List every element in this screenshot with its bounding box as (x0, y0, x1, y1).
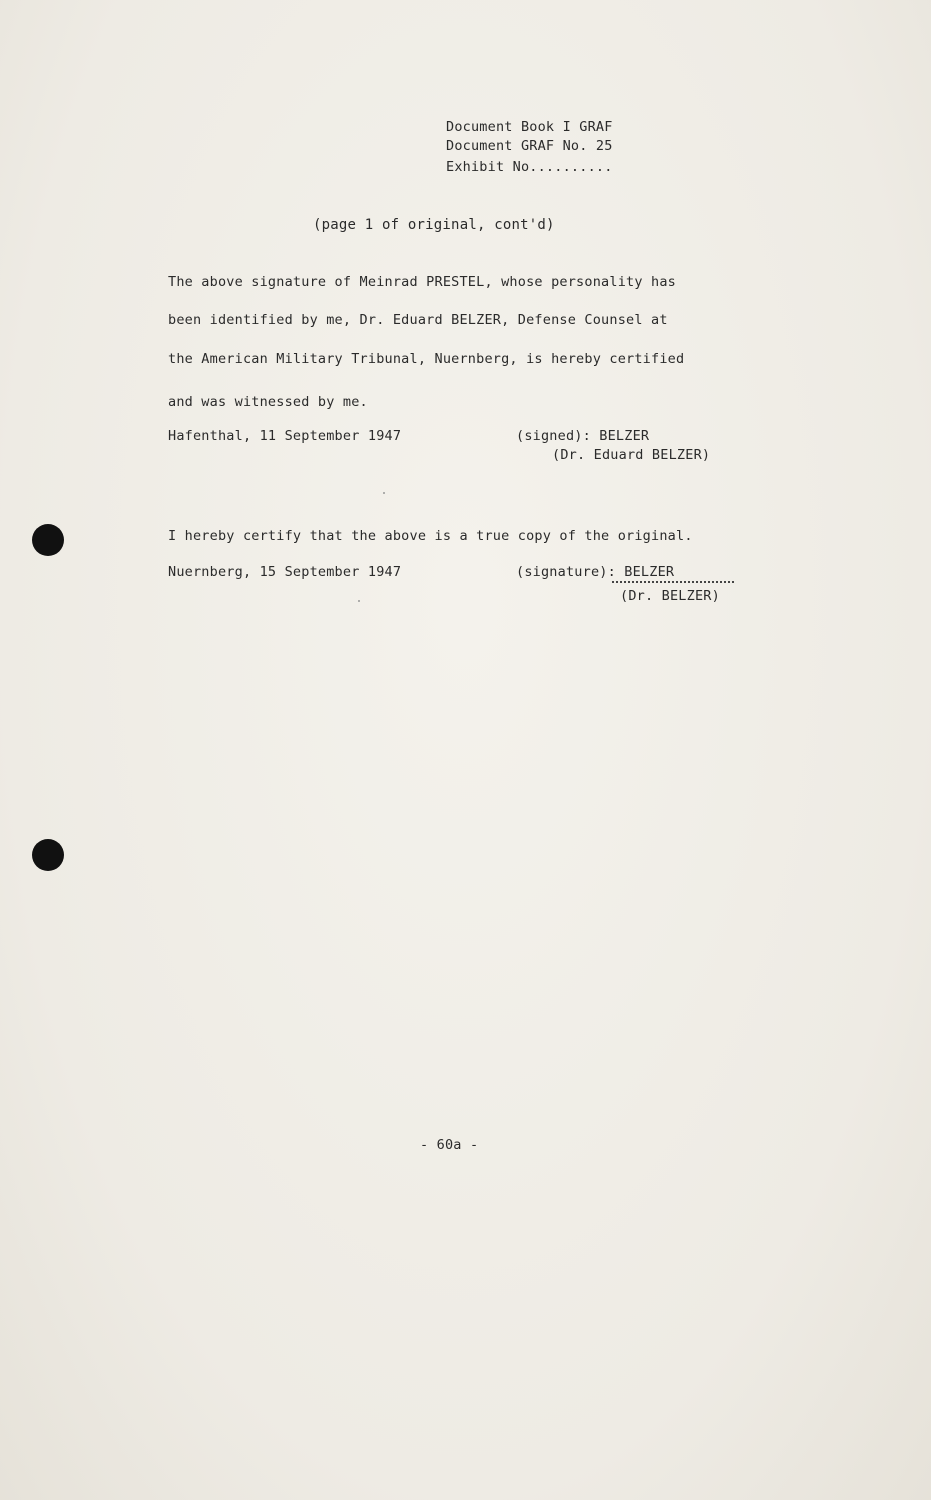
body-line-4: and was witnessed by me. (168, 394, 368, 410)
cert2-place-date: Nuernberg, 15 September 1947 (168, 564, 402, 580)
page-subtitle: (page 1 of original, cont'd) (313, 217, 555, 233)
cert2-signature-label: (signature): BELZER (516, 564, 675, 580)
header-exhibit-number: Exhibit No.......... (446, 159, 613, 175)
punch-hole-top (32, 524, 64, 556)
body-line-3: the American Military Tribunal, Nuernberg, is hereby certified (168, 351, 685, 367)
cert2-signer-name: (Dr. BELZER) (620, 588, 720, 604)
cert1-signer-name: (Dr. Eduard BELZER) (552, 447, 711, 463)
body-line-1: The above signature of Meinrad PRESTEL, whose personality has (168, 274, 676, 290)
signature-dotted-line (612, 581, 734, 583)
speck (383, 492, 385, 494)
body-line-2: been identified by me, Dr. Eduard BELZER, Defense Counsel at (168, 312, 668, 328)
cert1-place-date: Hafenthal, 11 September 1947 (168, 428, 402, 444)
speck (358, 600, 360, 602)
header-document-number: Document GRAF No. 25 (446, 138, 613, 154)
punch-hole-bottom (32, 839, 64, 871)
cert1-signed-label: (signed): BELZER (516, 428, 650, 444)
copy-certification-statement: I hereby certify that the above is a true copy of the original. (168, 528, 693, 544)
header-document-book: Document Book I GRAF (446, 119, 613, 135)
page-number: - 60a - (420, 1137, 479, 1153)
